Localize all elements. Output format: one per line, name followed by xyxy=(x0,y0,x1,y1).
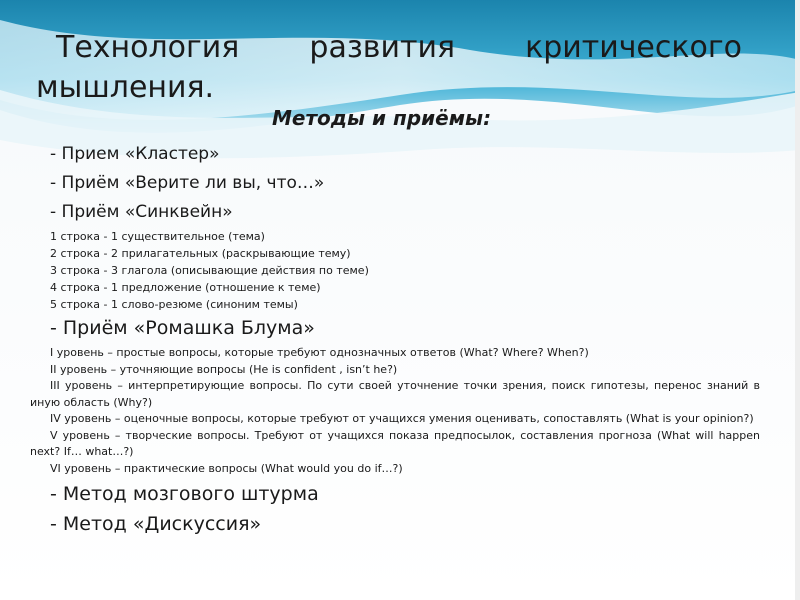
bloom-level: V уровень – творческие вопросы. Требуют от учащихся показа предпосылок, составления прогноза (What will happen next? If… what…?) xyxy=(30,428,760,458)
sinkwein-line: 2 строка - 2 прилагательных (раскрывающие тему) xyxy=(50,247,351,260)
bloom-level: I уровень – простые вопросы, которые требуют однозначных ответов (What? Where? When?) xyxy=(50,346,589,359)
title-line-1 xyxy=(36,28,742,68)
list-item: - Прием «Кластер» xyxy=(50,144,220,164)
sinkwein-lines xyxy=(30,228,760,313)
title-word: Технология xyxy=(56,30,240,65)
list-item: - Метод мозгового штурма xyxy=(50,483,319,505)
sinkwein-line: 3 строка - 3 глагола (описывающие действия по теме) xyxy=(50,264,369,277)
bloom-levels xyxy=(30,345,760,477)
list-item: - Приём «Синквейн» xyxy=(50,202,233,222)
title-line-2: мышления. xyxy=(36,70,215,105)
slide-title xyxy=(36,28,742,108)
bloom-level: III уровень – интерпретирующие вопросы. По сути своей уточнение точки зрения, поиск гипотезы, перенос знаний в иную область (Why?) xyxy=(30,379,760,409)
bloom-level: VI уровень – практические вопросы (What would you do if…?) xyxy=(50,461,403,475)
list-item: - Приём «Верите ли вы, что…» xyxy=(50,173,325,193)
slide-subtitle: Методы и приёмы: xyxy=(272,106,492,130)
sinkwein-line: 1 строка - 1 существительное (тема) xyxy=(50,230,265,243)
sinkwein-line: 5 строка - 1 слово-резюме (синоним темы) xyxy=(50,298,298,311)
slide-content xyxy=(30,140,760,539)
list-item: - Метод «Дискуссия» xyxy=(50,513,262,535)
bloom-level: II уровень – уточняющие вопросы (He is confident , isn’t he?) xyxy=(50,362,398,376)
title-word: критического xyxy=(525,30,742,65)
sinkwein-line: 4 строка - 1 предложение (отношение к теме) xyxy=(50,281,321,294)
title-word: развития xyxy=(309,30,455,65)
bloom-level: IV уровень – оценочные вопросы, которые требуют от учащихся умения оценивать, сопоставлять (What is your opinion?) xyxy=(50,412,754,425)
list-item: - Приём «Ромашка Блума» xyxy=(50,317,315,339)
